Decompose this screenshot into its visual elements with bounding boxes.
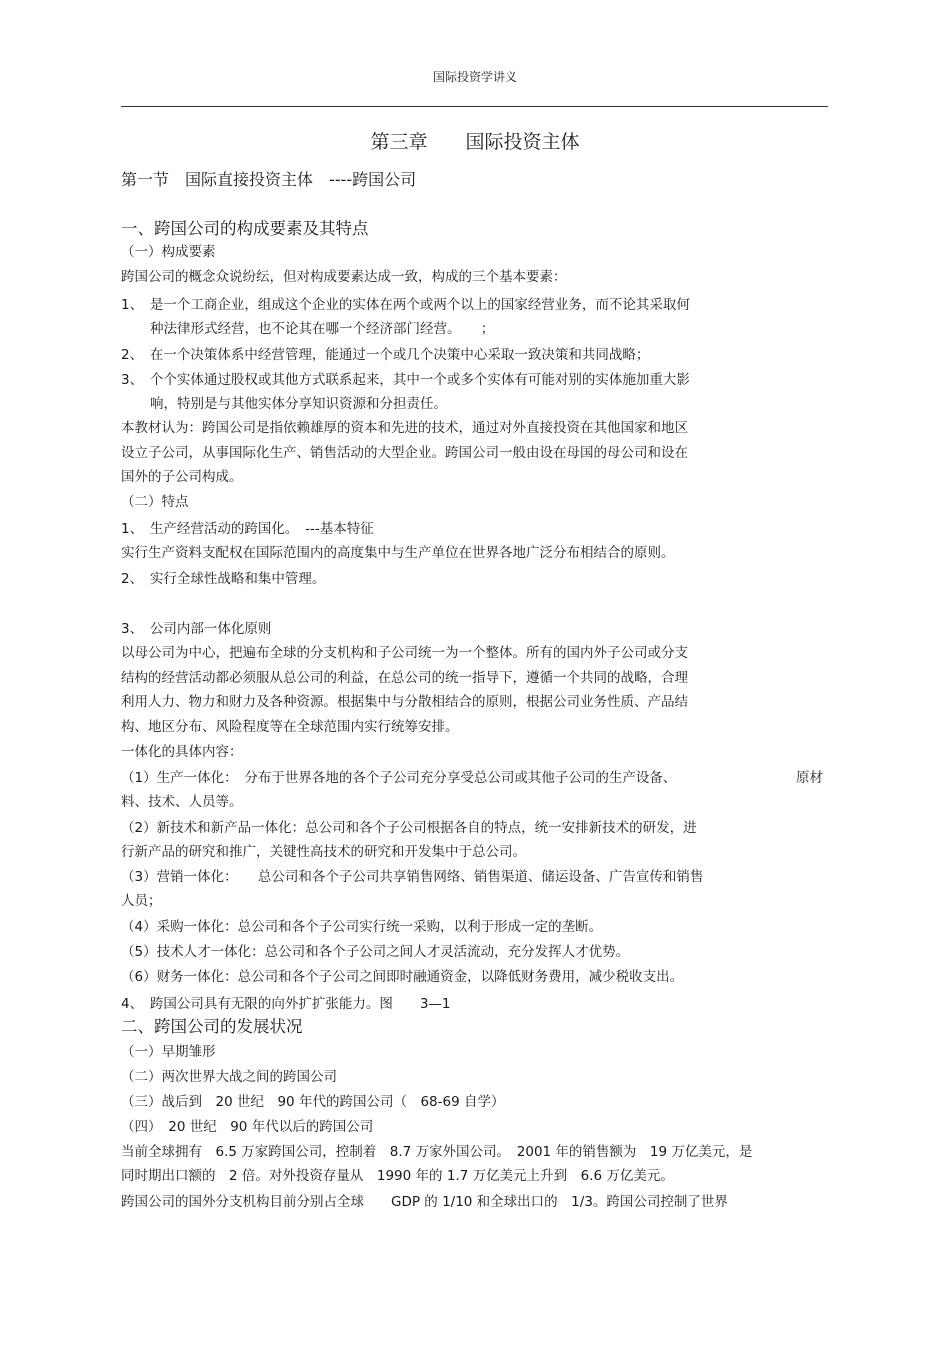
section-title: 第一节 国际直接投资主体 ----跨国公司	[121, 170, 417, 189]
paragraph-line: 跨国公司的国外分支机构目前分别占全球 GDP 的 1/10 和全球出口的 1/3。跨国公司控制了世界	[121, 1194, 728, 1210]
list-item-line: 响，特别是与其他实体分享知识资源和分担责任。	[150, 396, 447, 412]
list-item-line: 1、 生产经营活动的跨国化。 ---基本特征	[121, 521, 374, 537]
paragraph-line: 一体化的具体内容：	[121, 744, 243, 760]
list-item-line: （2）新技术和新产品一体化：总公司和各个子公司根据各自的特点，统一安排新技术的研发，进	[121, 820, 697, 836]
list-item-line: 3、 公司内部一体化原则	[121, 621, 272, 637]
list-item-line: 4、 跨国公司具有无限的向外扩扩张能力。图 3—1	[121, 996, 451, 1012]
paragraph-line: 行新产品的研究和推广，关键性高技术的研究和开发集中于总公司。	[121, 844, 526, 860]
subheading: （二）两次世界大战之间的跨国公司	[121, 1069, 337, 1085]
list-item-line: 种法律形式经营，也不论其在哪一个经济部门经营。 ；	[150, 321, 495, 337]
list-item-line: （5）技术人才一体化：总公司和各个子公司之间人才灵活流动，充分发挥人才优势。	[121, 944, 630, 960]
list-item-line-tail: 原材	[796, 770, 823, 786]
list-item-line: 2、 实行全球性战略和集中管理。	[121, 571, 326, 587]
subheading: （四） 20 世纪 90 年代以后的跨国公司	[121, 1119, 374, 1135]
list-item-line: （3）营销一体化： 总公司和各个子公司共享销售网络、销售渠道、储运设备、广告宣传和销售	[121, 869, 704, 885]
subheading: （一）早期雏形	[121, 1044, 216, 1060]
list-item-line: （6）财务一体化：总公司和各个子公司之间即时融通资金，以降低财务费用，减少税收支出。	[121, 969, 684, 985]
paragraph-line: 设立子公司，从事国际化生产、销售活动的大型企业。跨国公司一般由设在母国的母公司和设在	[121, 445, 688, 461]
paragraph-line: 国外的子公司构成。	[121, 469, 243, 485]
running-header: 国际投资学讲义	[432, 70, 517, 84]
paragraph-line: 料、技术、人员等。	[121, 794, 243, 810]
subheading: （一）构成要素	[121, 244, 216, 260]
paragraph-line: 利用人力、物力和财力及各种资源。根据集中与分散相结合的原则，根据公司业务性质、产品结	[121, 694, 688, 710]
header-rule	[121, 106, 828, 107]
list-item-line: 3、 个个实体通过股权或其他方式联系起来，其中一个或多个实体有可能对别的实体施加重大影	[121, 372, 690, 388]
paragraph-line: 本教材认为：跨国公司是指依赖雄厚的资本和先进的技术，通过对外直接投资在其他国家和地区	[121, 420, 688, 436]
paragraph-line: 实行生产资料支配权在国际范围内的高度集中与生产单位在世界各地广泛分布相结合的原则。	[121, 545, 675, 561]
heading-2: 二、跨国公司的发展状况	[121, 1017, 303, 1036]
paragraph-line: 人员；	[121, 893, 162, 909]
paragraph-line: 同时期出口额的 2 倍。对外投资存量从 1990 年的 1.7 万亿美元上升到 6.6 万亿美元。	[121, 1168, 674, 1184]
heading-1: 一、跨国公司的构成要素及其特点	[121, 219, 369, 238]
paragraph-line: 构、地区分布、风险程度等在全球范围内实行统筹安排。	[121, 719, 459, 735]
paragraph-line: 结构的经营活动都必须服从总公司的利益，在总公司的统一指导下，遵循一个共同的战略，合理	[121, 670, 688, 686]
list-item-line: （4）采购一体化：总公司和各个子公司实行统一采购，以利于形成一定的垄断。	[121, 919, 603, 935]
paragraph-line: 跨国公司的概念众说纷纭，但对构成要素达成一致，构成的三个基本要素：	[121, 269, 567, 285]
list-item-line: （1）生产一体化： 分布于世界各地的各个子公司充分享受总公司或其他子公司的生产设备、	[121, 770, 677, 786]
subheading: （三）战后到 20 世纪 90 年代的跨国公司（ 68-69 自学）	[121, 1094, 505, 1110]
list-item-line: 2、 在一个决策体系中经营管理，能通过一个或几个决策中心采取一致决策和共同战略；	[121, 347, 650, 363]
subheading: （二）特点	[121, 494, 189, 510]
paragraph-line: 当前全球拥有 6.5 万家跨国公司，控制着 8.7 万家外国公司。 2001 年的销售额为 19 万亿美元，是	[121, 1144, 753, 1160]
chapter-title: 第三章 国际投资主体	[370, 131, 580, 153]
paragraph-line: 以母公司为中心，把遍布全球的分支机构和子公司统一为一个整体。所有的国内外子公司或分支	[121, 645, 688, 661]
list-item-line: 1、 是一个工商企业，组成这个企业的实体在两个或两个以上的国家经营业务，而不论其采取何	[121, 297, 690, 313]
